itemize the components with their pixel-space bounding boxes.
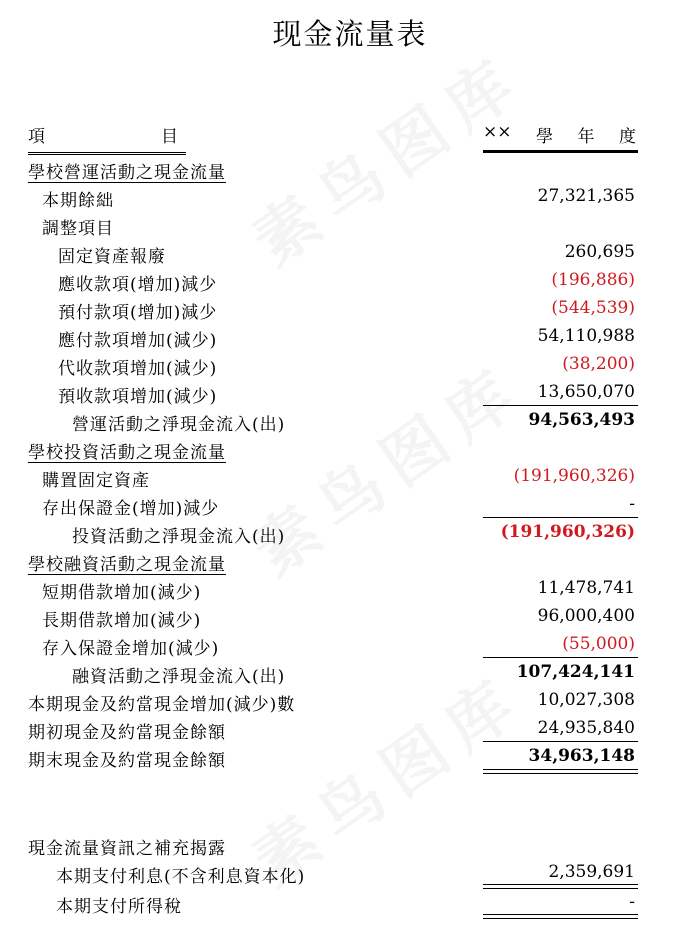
row-value: 27,321,365 — [537, 186, 635, 206]
table-row — [0, 210, 700, 238]
section-heading-label: 學校投資活動之現金流量 — [28, 443, 226, 463]
table-row — [0, 238, 700, 266]
year-header-prefix: ×× — [483, 122, 512, 142]
subtotal-label: 融資活動之淨現金流入(出) — [72, 667, 286, 687]
row-label: 代收款項增加(減少) — [58, 359, 218, 379]
table-row — [0, 462, 700, 490]
row-value: - — [629, 892, 635, 912]
item-column-header — [28, 122, 178, 147]
row-value: 24,935,840 — [537, 718, 635, 738]
row-label: 期初現金及約當現金餘額 — [28, 723, 226, 743]
row-label: 短期借款增加(減少) — [42, 583, 202, 603]
year-column-header — [483, 122, 636, 147]
row-label: 預收款項增加(減少) — [58, 387, 218, 407]
page-title: 现金流量表 — [272, 17, 428, 51]
row-label: 存出保證金(增加)減少 — [42, 499, 220, 519]
row-value: 2,359,691 — [548, 862, 635, 882]
row-value: 11,478,741 — [537, 578, 635, 598]
subtotal-label: 投資活動之淨現金流入(出) — [72, 527, 286, 547]
total-row — [0, 742, 700, 770]
subtotal-label: 營運活動之淨現金流入(出) — [72, 415, 286, 435]
table-row — [0, 322, 700, 350]
row-value-negative: (196,886) — [551, 270, 635, 290]
subtotal-row — [0, 406, 700, 434]
total-value: 34,963,148 — [528, 746, 635, 766]
subtotal-value: 94,563,493 — [528, 410, 635, 430]
row-value: - — [629, 494, 635, 514]
table-row — [0, 714, 700, 742]
section-heading-supplementary — [0, 830, 700, 858]
table-row — [0, 266, 700, 294]
row-value: 96,000,400 — [537, 606, 635, 626]
row-label: 購置固定資產 — [42, 471, 150, 491]
header-underline-right — [483, 150, 638, 153]
row-value: 260,695 — [564, 242, 635, 262]
table-row — [0, 858, 700, 886]
row-label: 期末現金及約當現金餘額 — [28, 751, 226, 771]
row-label: 長期借款增加(減少) — [42, 611, 202, 631]
row-value-negative: (191,960,326) — [513, 466, 635, 486]
row-value: 13,650,070 — [537, 382, 635, 402]
row-value: 10,027,308 — [537, 690, 635, 710]
value-double-underline — [483, 914, 638, 919]
row-label: 調整項目 — [42, 219, 114, 239]
row-label: 本期現金及約當現金增加(減少)數 — [28, 695, 296, 715]
subtotal-value-negative: (191,960,326) — [500, 522, 635, 542]
year-header-char: 度 — [619, 127, 636, 147]
table-row — [0, 294, 700, 322]
table-row — [0, 602, 700, 630]
item-header-char: 項 — [28, 127, 45, 147]
section-heading-financing — [0, 546, 700, 574]
section-heading-label: 學校融資活動之現金流量 — [28, 555, 226, 575]
table-row — [0, 350, 700, 378]
row-label: 應收款項(增加)減少 — [58, 275, 218, 295]
table-row — [0, 630, 700, 658]
row-label: 本期支付所得稅 — [56, 897, 182, 917]
table-row — [0, 182, 700, 210]
row-value-negative: (544,539) — [551, 298, 635, 318]
row-value: 54,110,988 — [537, 326, 635, 346]
row-label: 應付款項增加(減少) — [58, 331, 218, 351]
subtotal-row — [0, 658, 700, 686]
total-double-underline — [483, 769, 638, 774]
year-header-char: 年 — [577, 127, 595, 147]
table-row — [0, 686, 700, 714]
table-row — [0, 490, 700, 518]
subtotal-row — [0, 518, 700, 546]
row-label: 固定資產報廢 — [58, 247, 166, 267]
row-value-negative: (38,200) — [562, 354, 635, 374]
row-label: 本期餘絀 — [42, 191, 114, 211]
section-heading-operating — [0, 154, 700, 182]
row-label: 存入保證金增加(減少) — [42, 639, 220, 659]
year-header-char: 學 — [536, 127, 553, 147]
section-heading-label: 現金流量資訊之補充揭露 — [28, 839, 226, 859]
item-header-char: 目 — [161, 127, 178, 147]
row-label: 預付款項(增加)減少 — [58, 303, 218, 323]
section-heading-label: 學校營運活動之現金流量 — [28, 163, 226, 183]
row-label: 本期支付利息(不含利息資本化) — [56, 867, 306, 887]
section-heading-investing — [0, 434, 700, 462]
table-row — [0, 574, 700, 602]
table-row — [0, 378, 700, 406]
row-value-negative: (55,000) — [562, 634, 635, 654]
table-row — [0, 888, 700, 916]
table-header — [0, 122, 700, 148]
subtotal-value: 107,424,141 — [516, 662, 635, 682]
